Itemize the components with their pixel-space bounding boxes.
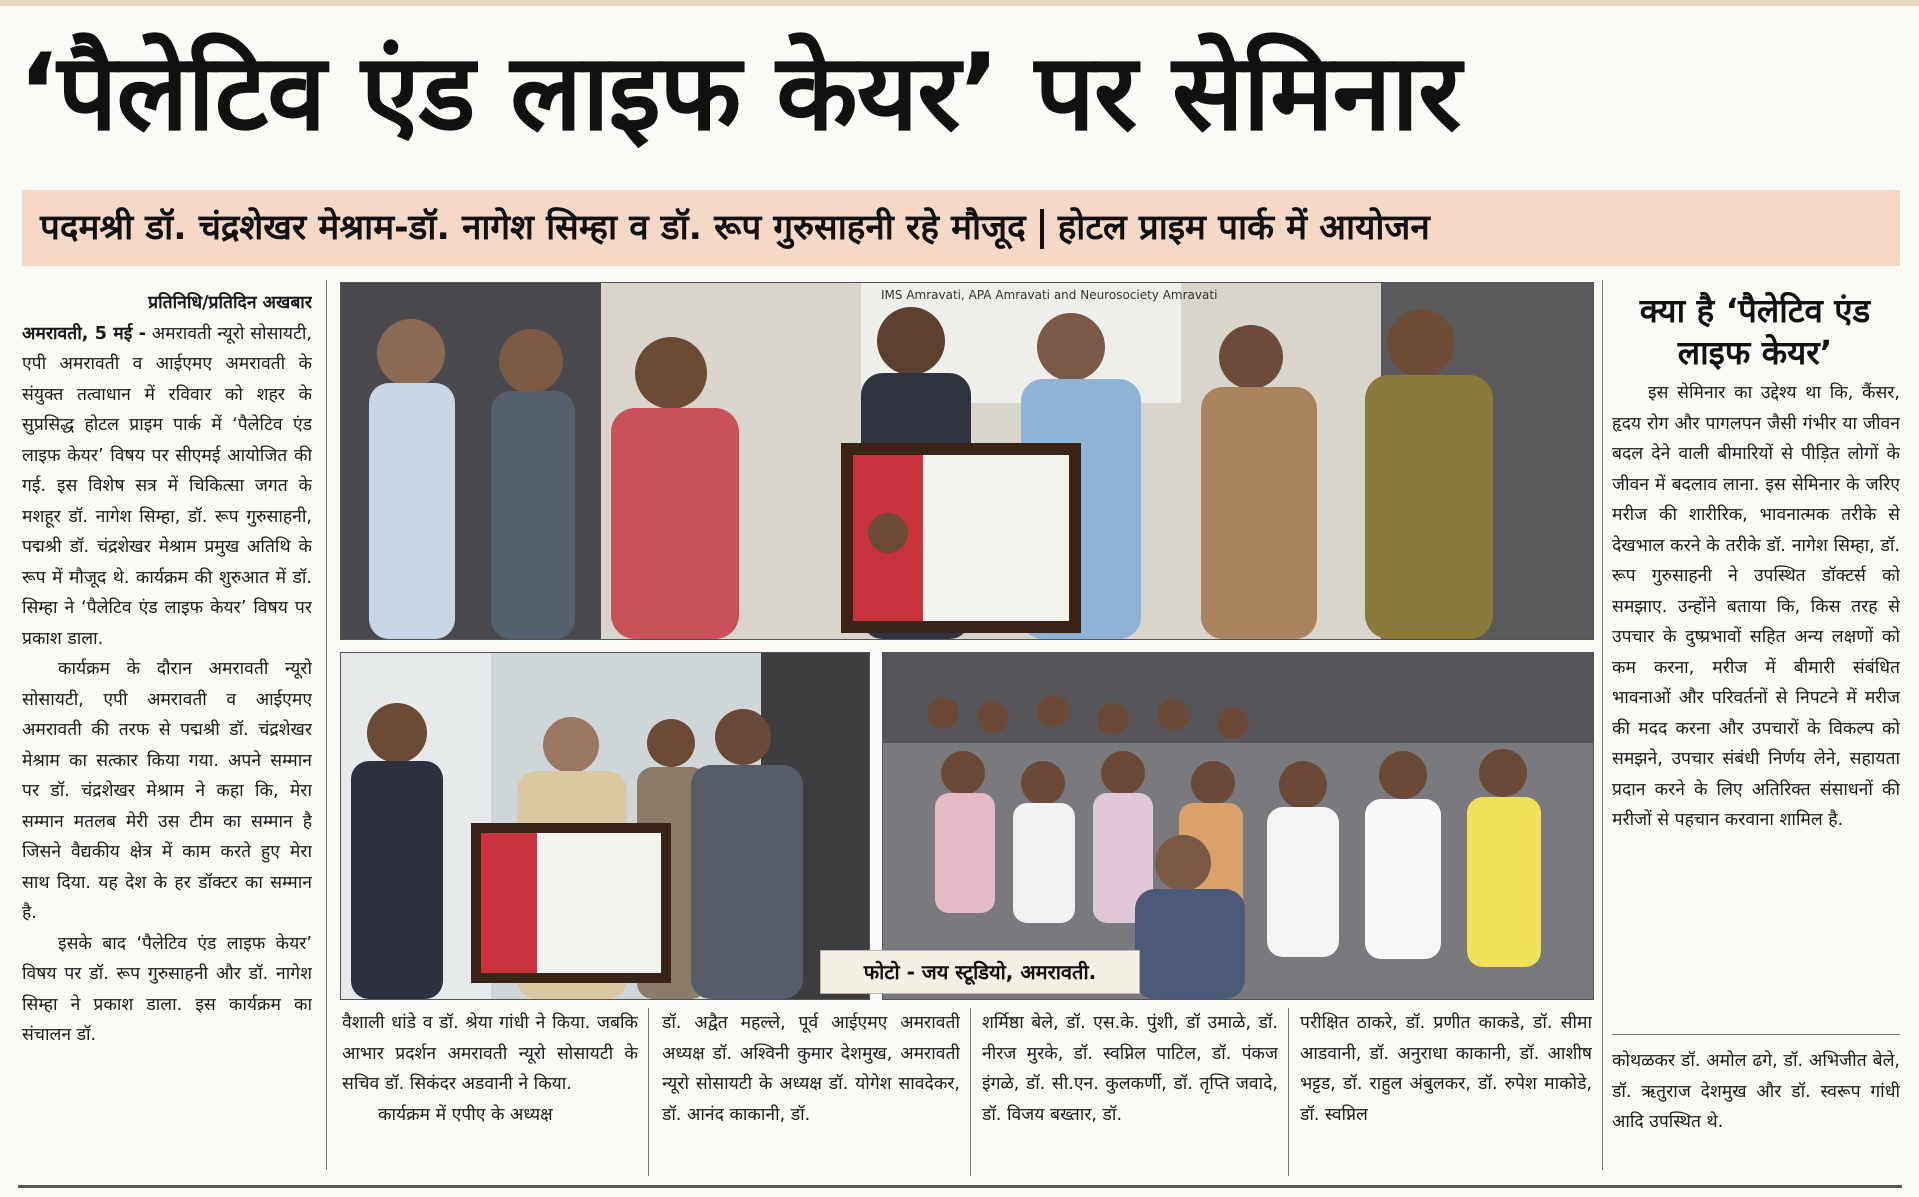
article-col2-para: कार्यक्रम में एपीए के अध्यक्ष [378,1104,553,1125]
photo-certificate-presentation [340,652,870,1000]
article-column-6 [1612,1046,1900,1172]
dateline: अमरावती, 5 मई - [22,323,146,344]
sidebar-body [1612,378,1900,1018]
top-border [0,0,1919,6]
article-column-5 [1300,1008,1592,1176]
sidebar-heading: क्या है ‘पैलेटिव एंड लाइफ केयर’ [1639,291,1871,372]
column-divider [1288,1008,1289,1176]
photo-audience [882,652,1594,1000]
photo-certificate-presentation-image [341,653,869,999]
subhead-separator [1040,209,1044,249]
article-para-1: अमरावती न्यूरो सोसायटी, एपी अमरावती व आईएमए अमरावती के संयुक्त तत्वाधान में रविवार को शहर के सुप्रसिद्ध होटल प्राइम पार्क में ‘पैलेटिव एंड लाइफ केयर’ विषय पर सीएमई आयोजित की गई. इस विशेष सत्र में चिकित्सा जगत के मशहूर डॉ. नागेश सिम्हा, डॉ. रूप गुरुसाहनी, पद्मश्री डॉ. चंद्रशेखर मेश्राम प्रमुख अतिथि के रूप में मौजूद थे. कार्यक्रम की शुरुआत में डॉ. सिम्हा ने ‘पैलेटिव एंड लाइफ केयर’ विषय पर प्रकाश डाला. [22,323,312,649]
column-divider [1602,280,1603,1170]
article-col6-text: कोथळकर डॉ. अमोल ढगे, डॉ. अभिजीत बेले, डॉ. ऋतुराज देशमुख और डॉ. स्वरूप गांधी आदि उपस्थित थे. [1612,1051,1900,1132]
column-divider [648,1008,649,1176]
column-divider [326,280,327,1170]
article-column-1 [22,288,312,1168]
bottom-border [18,1185,1902,1188]
article-column-3 [662,1008,960,1176]
photo-caption: फोटो - जय स्टूडियो, अमरावती. [820,950,1140,994]
photo-guests-felicitation-image [341,283,1593,639]
article-para-3: इसके बाद ‘पैलेटिव एंड लाइफ केयर’ विषय पर डॉ. रूप गुरुसाहनी और डॉ. नागेश सिम्हा ने प्रकाश डाला. इस कार्यक्रम का संचालन डॉ. [22,933,312,1045]
headline: ‘पैलेटिव एंड लाइफ केयर’ पर सेमिनार [18,31,1461,154]
sidebar-text: इस सेमिनार का उद्देश्य था कि, कैंसर, हृदय रोग और पागलपन जैसी गंभीर या जीवन बदल देने वाली बीमारियों से पीड़ित लोगों के जीवन में बदलाव लाना. इस सेमिनार के जरिए मरीज की शारीरिक, भावनात्मक तरीके से देखभाल करने के तरीके डॉ. नागेश सिम्हा, डॉ. रूप गुरुसाहनी ने उपस्थित डॉक्टर्स को समझाए. उन्होंने बताया कि, किस तरह से उपचार के दुष्प्रभावों सहित अन्य लक्षणों को कम करना, मरीज में बीमारी संबंधित भावनाओं और परिवर्तनों से निपटने में मरीज की मदद करना और उपचारों के विकल्प को समझने, उपचार संबंधी निर्णय लेने, सहायता प्रदान करने के लिए अतिरिक्त संसाधनों की मरीजों से पहचान करवाना शामिल है. [1612,383,1900,830]
banner-text: IMS Amravati, APA Amravati and Neurosociety Amravati [881,288,1218,302]
article-col2-text: वैशाली धांडे व डॉ. श्रेया गांधी ने किया. जबकि आभार प्रदर्शन अमरावती न्यूरो सोसायटी के सचिव डॉ. सिकंदर अडवानी ने किया. [342,1013,638,1094]
photo-audience-image [883,653,1593,999]
photo-guests-felicitation [340,282,1594,640]
article-column-2 [342,1008,638,1176]
article-column-4 [982,1008,1278,1176]
subheadline [22,190,1900,266]
article-col4-text: शर्मिष्ठा बेले, डॉ. एस.के. पुंशी, डॉ उमाळे, डॉ. नीरज मुरके, डॉ. स्वप्निल पाटिल, डॉ. पंकज इंगळे, डॉ. सी.एन. कुलकर्णी, डॉ. तृप्ति जवादे, डॉ. विजय बख्तार, डॉ. [982,1013,1278,1125]
article-col3-text: डॉ. अद्वैत महल्ले, पूर्व आईएमए अमरावती अध्यक्ष डॉ. अश्विनी कुमार देशमुख, अमरावती न्यूरो सोसायटी के अध्यक्ष डॉ. योगेश सावदेकर, डॉ. आनंद काकानी, डॉ. [662,1013,960,1125]
article-para-2: कार्यक्रम के दौरान अमरावती न्यूरो सोसायटी, एपी अमरावती व आईएमए अमरावती की तरफ से पद्मश्री डॉ. चंद्रशेखर मेश्राम का सत्कार किया गया. अपने सम्मान पर डॉ. चंद्रशेखर मेश्राम ने कहा कि, मेरा सम्मान मतलब मेरी उस टीम का सम्मान है जिसने वैद्यकीय क्षेत्र में काम करते हुए मेरा साथ दिया. यह देश के हर डॉक्टर का सम्मान है. [22,659,312,923]
column-divider [970,1008,971,1176]
article-col5-text: परीक्षित ठाकरे, डॉ. प्रणीत काकडे, डॉ. सीमा आडवानी, डॉ. अनुराधा काकानी, डॉ. आशीष भट्टड, डॉ. राहुल अंबुलकर, डॉ. रुपेश माकोडे, डॉ. स्वप्निल [1300,1013,1592,1125]
byline: प्रतिनिधि/प्रतिदिन अखबार [148,293,312,313]
sidebar-divider [1612,1034,1900,1035]
subhead-right: होटल प्राइम पार्क में आयोजन [1057,208,1430,248]
subhead-left: पदमश्री डॉ. चंद्रशेखर मेश्राम-डॉ. नागेश सिम्हा व डॉ. रूप गुरुसाहनी रहे मौजूद [40,208,1026,248]
